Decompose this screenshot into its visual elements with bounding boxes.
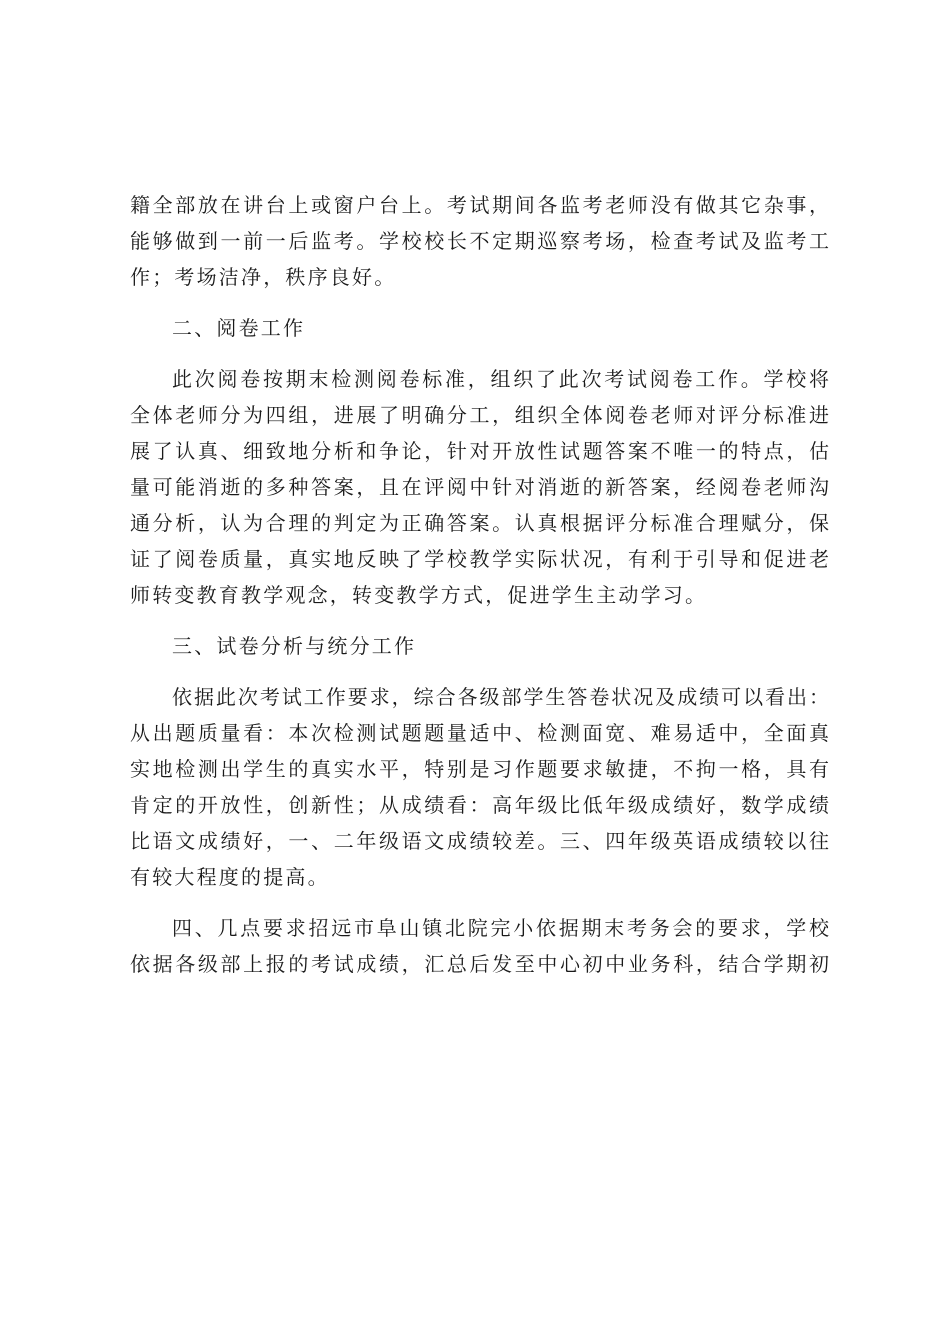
text-line: 从出题质量看：本次检测试题题量适中、检测面宽、难易适中，全面真 xyxy=(130,721,830,745)
text-line: 有较大程度的提高。 xyxy=(130,865,330,889)
paragraph-analysis xyxy=(130,679,830,895)
text-line: 证了阅卷质量，真实地反映了学校教学实际状况，有利于引导和促进老 xyxy=(130,547,830,571)
text-line: 通分析，认为合理的判定为正确答案。认真根据评分标准合理赋分，保 xyxy=(130,511,830,535)
text-line: 此次阅卷按期末检测阅卷标准，组织了此次考试阅卷工作。学校将 xyxy=(172,367,830,391)
section-heading-grading: 二、阅卷工作 xyxy=(172,316,306,340)
text-line: 作；考场洁净，秩序良好。 xyxy=(130,265,397,289)
text-line: 师转变教育教学观念，转变教学方式，促进学生主动学习。 xyxy=(130,583,708,607)
paragraph-requirements xyxy=(130,910,830,982)
paragraph-exam-discipline xyxy=(130,187,830,295)
text-line: 肯定的开放性，创新性；从成绩看：高年级比低年级成绩好，数学成绩 xyxy=(130,793,830,817)
text-line: 依据各级部上报的考试成绩，汇总后发至中心初中业务科，结合学期初 xyxy=(130,952,830,976)
text-line: 籍全部放在讲台上或窗户台上。考试期间各监考老师没有做其它杂事， xyxy=(130,193,830,217)
text-line: 实地检测出学生的真实水平，特别是习作题要求敏捷，不拘一格，具有 xyxy=(130,757,830,781)
text-line: 能够做到一前一后监考。学校校长不定期巡察考场，检查考试及监考工 xyxy=(130,229,830,253)
text-line: 比语文成绩好，一、二年级语文成绩较差。三、四年级英语成绩较以往 xyxy=(130,829,830,853)
text-line: 四、几点要求招远市阜山镇北院完小依据期末考务会的要求，学校 xyxy=(172,916,830,940)
section-heading-analysis: 三、试卷分析与统分工作 xyxy=(172,634,417,658)
text-line: 依据此次考试工作要求，综合各级部学生答卷状况及成绩可以看出： xyxy=(172,685,830,709)
text-line: 全体老师分为四组，进展了明确分工，组织全体阅卷老师对评分标准进 xyxy=(130,403,830,427)
text-line: 量可能消逝的多种答案，且在评阅中针对消逝的新答案，经阅卷老师沟 xyxy=(130,475,830,499)
paragraph-grading xyxy=(130,361,830,613)
text-line: 展了认真、细致地分析和争论，针对开放性试题答案不唯一的特点，估 xyxy=(130,439,830,463)
document-body xyxy=(130,187,830,982)
